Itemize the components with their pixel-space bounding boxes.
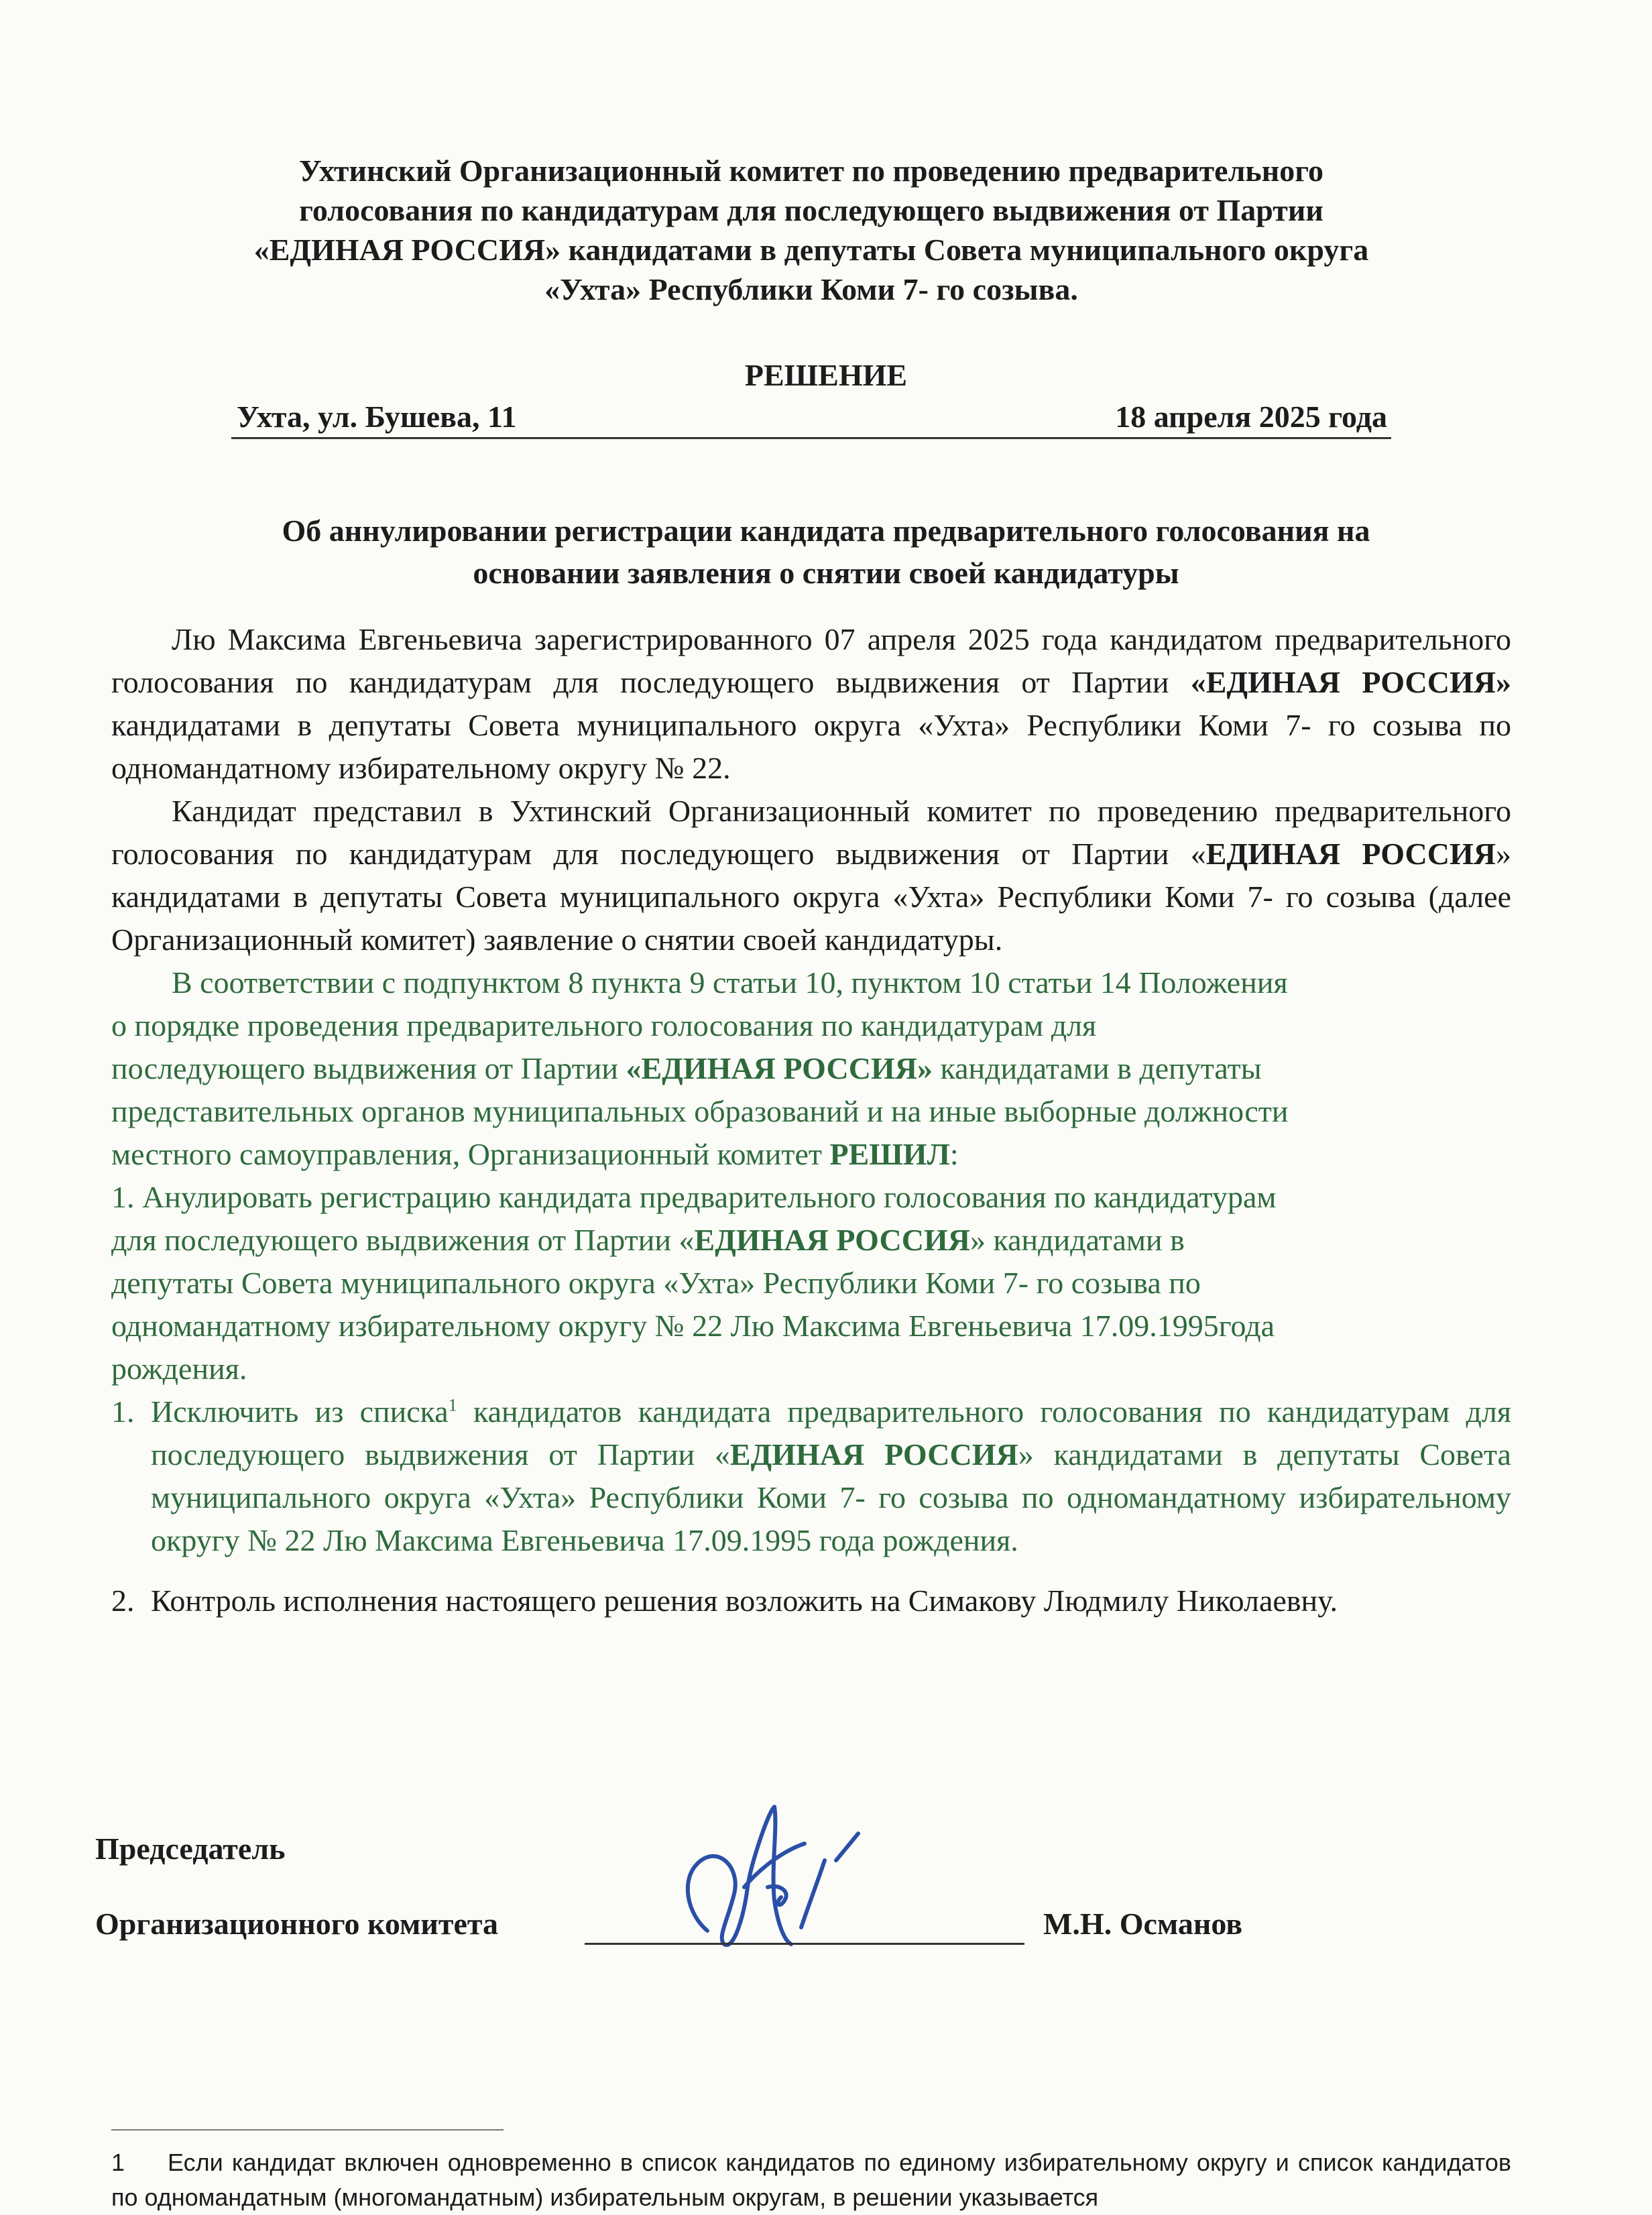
document-header: [154, 151, 1468, 309]
header-line-3: «ЕДИНАЯ РОССИЯ» кандидатами в депутаты Совета муниципального округа: [253, 233, 1369, 267]
resolved-word: РЕШИЛ: [829, 1137, 950, 1171]
item-annul-line-2: [111, 1219, 1511, 1262]
signature-role: [95, 1829, 498, 1944]
paragraph-1: [111, 618, 1511, 790]
list-item-text-d: » кандидатами в депутаты Совета муниципального округа «Ухта» Республики Коми 7- го созыва по одномандатному избирательному округу № 22 Лю Максима Евгеньевича 17.09.1995 года рождения.: [151, 1437, 1511, 1557]
item-annul-line-5: рождения.: [111, 1352, 247, 1386]
party-name: ЕДИНАЯ РОССИЯ: [729, 1437, 1018, 1472]
list-item-text-a: Исключить из списка: [151, 1394, 449, 1429]
party-name: «ЕДИНАЯ РОССИЯ»: [1190, 665, 1511, 699]
signature-role-line-1: Председатель: [95, 1832, 286, 1866]
decision-place: Ухта, ул. Бушева, 11: [237, 400, 517, 434]
paragraph-3-line-5: [111, 1133, 1511, 1176]
paragraph-1-text-c: кандидатами в депутаты Совета муниципального округа «Ухта» Республики Коми 7- го созыва по одномандатному избирательному округу № 22.: [111, 708, 1511, 785]
list-item-text: [151, 1390, 1511, 1562]
footnote: [111, 2145, 1511, 2215]
signature-role-line-2: Организационного комитета: [95, 1907, 499, 1941]
footnote-ref: 1: [448, 1395, 457, 1415]
paragraph-3-line-5-a: местного самоуправления, Организационный комитет: [111, 1137, 830, 1171]
list-item-number: 2.: [111, 1583, 135, 1618]
header-line-2: голосования по кандидатурам для последующего выдвижения от Партии: [299, 193, 1323, 227]
paragraph-2-text-c: » кандидатами в депутаты Совета муниципального округа «Ухта» Республики Коми 7- го созыва (далее Организационный комитет) заявление о снятии своей кандидатуры.: [111, 837, 1511, 957]
item-annul-line-2-c: » кандидатами в: [969, 1223, 1185, 1257]
decision-subject: [134, 510, 1518, 594]
decision-title: РЕШЕНИЕ: [744, 358, 908, 392]
list-item-text-b: кандидатов кандидата предварительного голосования по кандидатурам для последующего выдвижения от Партии «: [151, 1394, 1511, 1472]
paragraph-3: [111, 961, 1511, 1390]
document-body: [111, 618, 1511, 1622]
paragraph-3-line-5-c: :: [949, 1137, 959, 1171]
footnote-separator: [111, 2129, 504, 2131]
paragraph-2-text-a: Кандидат представил в Ухтинский Организационный комитет по проведению предварительного голосования по кандидатурам для последующего выдвижения от Партии «: [111, 794, 1511, 871]
handwritten-signature: [660, 1787, 902, 1961]
paragraph-1-text-a: Лю Максима Евгеньевича зарегистрированного 07 апреля 2025 года кандидатом предварительного голосования по кандидатурам для последующего выдвижения от Партии: [111, 622, 1511, 699]
party-name: «ЕДИНАЯ РОССИЯ»: [626, 1051, 933, 1085]
signature-line: [585, 1943, 1024, 1945]
footnote-number: 1: [111, 2149, 125, 2176]
subject-line-2: основании заявления о снятии своей кандидатуры: [473, 556, 1179, 590]
place-date-line: [231, 397, 1391, 439]
list-item-control: [111, 1579, 1511, 1622]
list-item-exclude: [111, 1390, 1511, 1562]
paragraph-2: [111, 790, 1511, 961]
paragraph-3-line-3-c: кандидатами в депутаты: [932, 1051, 1262, 1085]
footnote-text: Если кандидат включен одновременно в список кандидатов по единому избирательному округу и список кандидатов по одномандатным (многомандатным) избирательным округам, в решении указывается: [111, 2149, 1511, 2211]
header-line-1: Ухтинский Организационный комитет по проведению предварительного: [299, 154, 1323, 188]
party-name: ЕДИНАЯ РОССИЯ: [1205, 837, 1496, 871]
item-annul-line-2-a: для последующего выдвижения от Партии «: [111, 1223, 695, 1257]
list-item-text: Контроль исполнения настоящего решения возложить на Симакову Людмилу Николаевну.: [151, 1583, 1338, 1618]
decision-date: 18 апреля 2025 года: [1115, 400, 1387, 434]
party-name: ЕДИНАЯ РОССИЯ: [694, 1223, 970, 1257]
paragraph-3-line-1: В соответствии с подпунктом 8 пункта 9 статьи 10, пунктом 10 статьи 14 Положения: [172, 965, 1288, 1000]
paragraph-3-line-3: [111, 1047, 1511, 1090]
list-item-number: 1.: [111, 1394, 135, 1429]
paragraph-3-line-2: о порядке проведения предварительного голосования по кандидатурам для: [111, 1008, 1097, 1042]
paragraph-3-line-3-a: последующего выдвижения от Партии: [111, 1051, 626, 1085]
item-annul-line-4: одномандатному избирательному округу № 22 Лю Максима Евгеньевича 17.09.1995года: [111, 1309, 1275, 1343]
item-annul-line-1: 1. Анулировать регистрацию кандидата предварительного голосования по кандидатурам: [111, 1180, 1277, 1214]
chairman-name: М.Н. Османов: [1043, 1907, 1243, 1941]
item-annul-line-3: депутаты Совета муниципального округа «Ухта» Республики Коми 7- го созыва по: [111, 1266, 1201, 1300]
paragraph-3-line-4: представительных органов муниципальных образований и на иные выборные должности: [111, 1094, 1289, 1128]
subject-line-1: Об аннулировании регистрации кандидата предварительного голосования на: [282, 514, 1370, 548]
header-line-4: «Ухта» Республики Коми 7- го созыва.: [544, 272, 1078, 306]
